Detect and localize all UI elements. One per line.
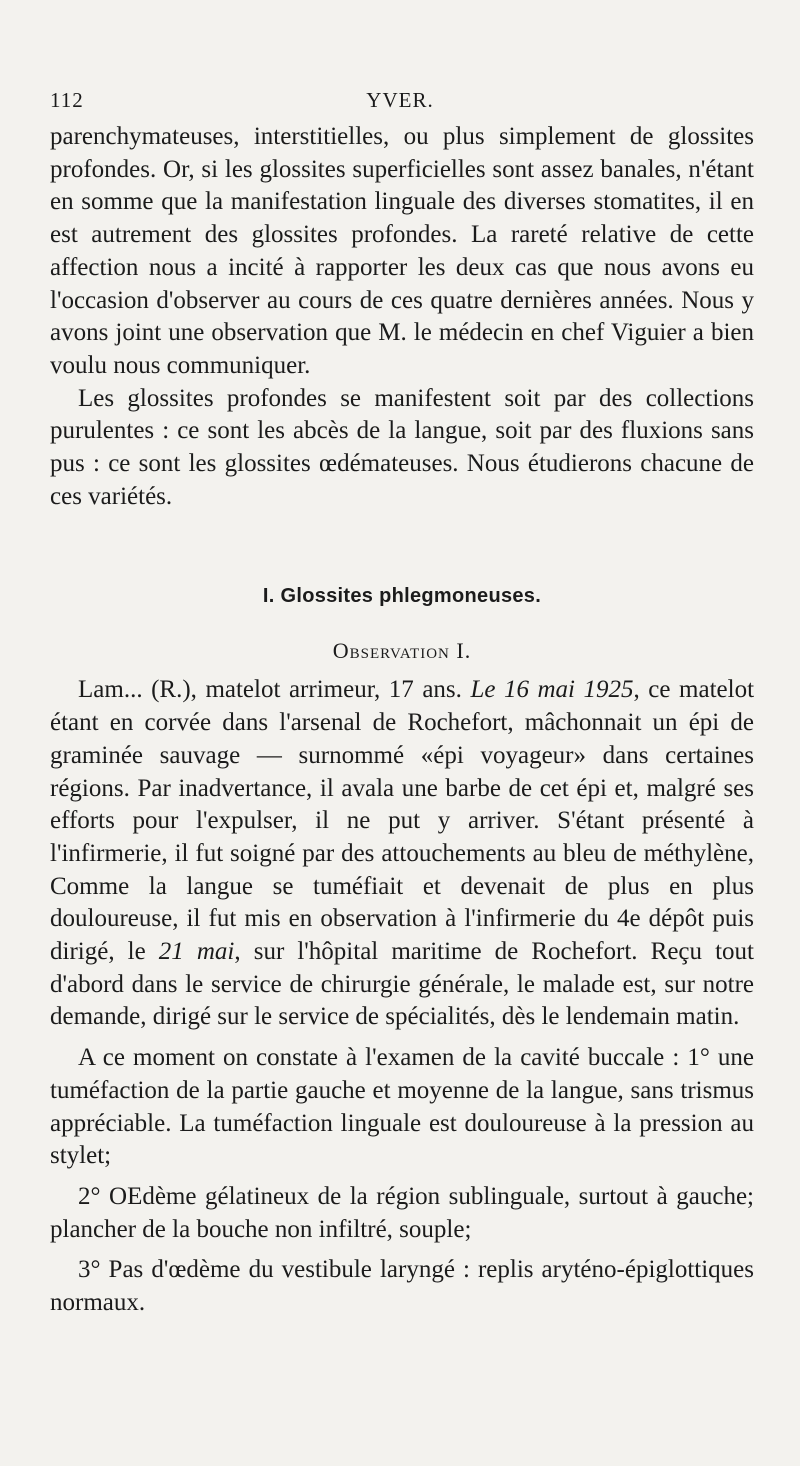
intro-paragraph-1: parenchymateuses, interstitielles, ou plus simplement de glossites profondes. Or, si les glossites superficielles sont assez banales, n'étant en somme que la manifestation linguale des diverses stomatites, il en est autrement des glossites profondes. La rareté relative de cette affection nous a incité à rapporter les deux cas que nous avons eu l'occasion d'observer au cours de ces quatre dernières années. Nous y avons joint une observation que M. le médecin en chef Viguier a bien voulu nous communiquer. <box>50 123 754 379</box>
observation-paragraph-4: 3° Pas d'œdème du vestibule laryngé : replis aryténo-épiglottiques normaux. <box>50 1256 754 1317</box>
obs-date-2: 21 mai <box>158 938 235 966</box>
observation-title: Observation I. <box>332 638 472 664</box>
observation-paragraph-2: A ce moment on constate à l'examen de la cavité buccale : 1° une tuméfaction de la partie gauche et moyenne de la langue, sans trismus appréciable. La tuméfaction linguale est douloureuse à la pression au stylet; <box>50 1044 754 1170</box>
section-heading: I. Glossites phlegmoneuses. <box>262 585 542 608</box>
running-head <box>50 88 754 113</box>
page-number: 112 <box>50 88 84 112</box>
obs-text-1: Lam... (R.), matelot arrimeur, 17 ans. <box>78 676 471 704</box>
running-title: YVER. <box>366 88 434 112</box>
obs-text-3: , sur l'hôpital maritime de Rochefort. Reçu tout d'abord dans le service de chirurgie générale, le malade est, sur notre demande, dirigé sur le service de spécialités, dès le lendemain matin. <box>50 938 754 1031</box>
obs-date-1: Le 16 mai 1925 <box>470 676 634 704</box>
obs-text-2: , ce matelot étant en corvée dans l'arsenal de Rochefort, mâchonnait un épi de graminée sauvage — surnommé «épi voyageur» dans certaines régions. Par inadvertance, il avala une barbe de cet épi et, malgré ses efforts pour l'expulser, il ne put y arriver. S'étant présenté à l'infirmerie, il fut soigné par des attouchements au bleu de méthylène, Comme la langue se tuméfiait et devenait de plus en plus douloureuse, il fut mis en observation à l'infirmerie du 4e dépôt puis dirigé, le <box>50 676 755 966</box>
observation-paragraph-1 <box>50 674 754 1034</box>
intro-paragraph-2: Les glossites profondes se manifestent soit par des collections purulentes : ce sont les abcès de la langue, soit par des fluxions sans pus : ce sont les glossites œdémateuses. Nous étudierons chacune de ces variétés. <box>50 384 754 510</box>
observation-paragraph-3: 2° OEdème gélatineux de la région sublinguale, surtout à gauche; plancher de la bouche non infiltré, souple; <box>50 1182 754 1243</box>
